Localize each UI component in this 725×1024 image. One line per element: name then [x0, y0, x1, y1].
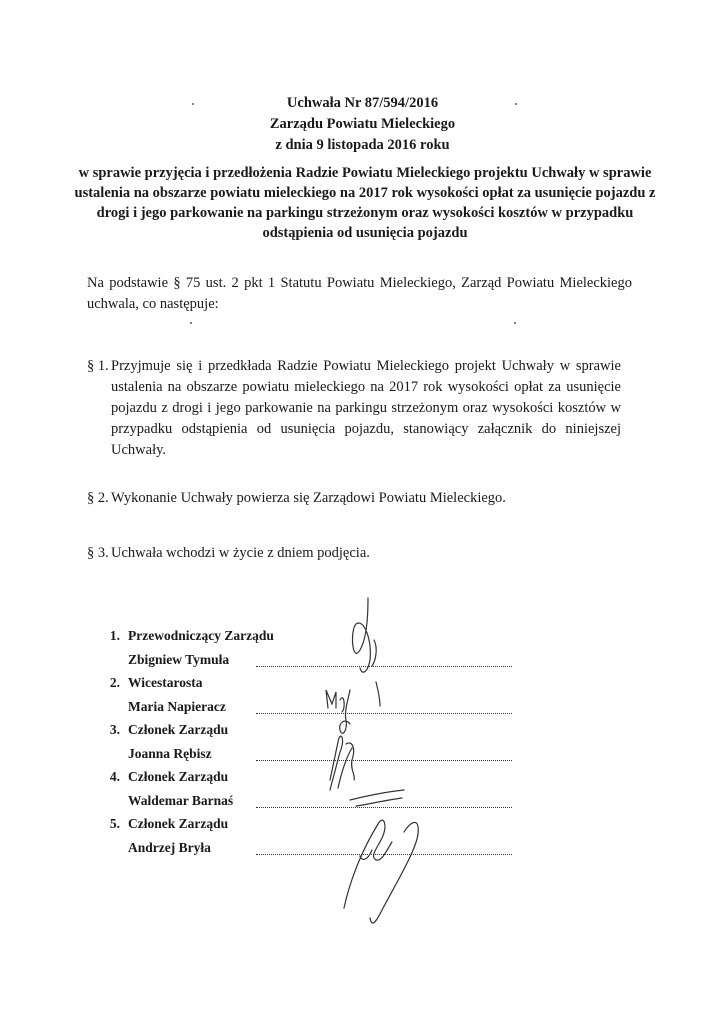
signer-name: Joanna Rębisz: [128, 746, 212, 761]
signer-number: 1.: [109, 628, 120, 643]
signature-line: [256, 652, 512, 667]
paragraph-mark: § 1.: [87, 358, 109, 374]
signer-row: [98, 769, 538, 816]
resolution-header: [0, 93, 725, 156]
resolution-subject: w sprawie przyjęcia i przedłożenia Radzie Powiatu Mieleckiego projektu Uchwały w sprawie ustalenia na obszarze powiatu mieleckiego na 2017 rok wysokości opłat za usunięcie pojazdu z drogi i jego parkowanie na parkingu strzeżonym oraz wysokości kosztów w przypadku odstąpienia od usunięcia pojazdu: [74, 165, 656, 241]
signer-number: 4.: [109, 769, 120, 784]
paragraph-text: Uchwała wchodzi w życie z dniem podjęcia.: [111, 545, 370, 561]
signer-name: Zbigniew Tymuła: [128, 652, 230, 667]
scan-speck: [190, 322, 192, 324]
scan-speck: [514, 322, 516, 324]
resolution-date: z dnia 9 listopada 2016 roku: [275, 137, 450, 153]
signer-number: 3.: [109, 722, 120, 737]
paragraph-3: [87, 543, 647, 564]
signer-row: [98, 816, 538, 863]
signer-role: Członek Zarządu: [128, 722, 229, 737]
signer-role: Przewodniczący Zarządu: [128, 628, 274, 643]
resolution-number: Uchwała Nr 87/594/2016: [286, 95, 439, 111]
signer-number: 5.: [109, 816, 120, 831]
signer-role: Wicestarosta: [128, 675, 203, 690]
signer-row: [98, 675, 538, 722]
signature-line: [256, 793, 512, 808]
signer-row: [98, 628, 538, 675]
signer-number: 2.: [109, 675, 120, 690]
signer-role: Członek Zarządu: [128, 769, 229, 784]
paragraph-text: Przyjmuje się i przedkłada Radzie Powiatu Mieleckiego projekt Uchwały w sprawie ustalenia na obszarze powiatu mieleckiego na 2017 rok wysokości opłat za usunięcie pojazdu z drogi i jego parkowanie na parkingu strzeżonym oraz wysokości kosztów w przypadku odstąpienia od usunięcia pojazdu, stanowiący załącznik do niniejszej Uchwały.: [111, 358, 621, 458]
signature-list: [98, 628, 538, 863]
issuing-body: Zarządu Powiatu Mieleckiego: [269, 116, 456, 132]
signer-name: Maria Napieracz: [128, 699, 226, 714]
legal-basis: Na podstawie § 75 ust. 2 pkt 1 Statutu Powiatu Mieleckiego, Zarząd Powiatu Mieleckiego uchwala, co następuje:: [87, 275, 632, 312]
paragraph-text: Wykonanie Uchwały powierza się Zarządowi Powiatu Mieleckiego.: [111, 490, 506, 506]
paragraph-1: [87, 356, 647, 461]
signature-line: [256, 699, 512, 714]
paragraph-mark: § 2.: [87, 490, 109, 506]
signer-name: Andrzej Bryła: [128, 840, 211, 855]
paragraph-mark: § 3.: [87, 545, 109, 561]
signer-role: Członek Zarządu: [128, 816, 229, 831]
signer-row: [98, 722, 538, 769]
signer-name: Waldemar Barnaś: [128, 793, 234, 808]
paragraph-2: [87, 488, 647, 509]
signature-line: [256, 746, 512, 761]
signature-line: [256, 840, 512, 855]
